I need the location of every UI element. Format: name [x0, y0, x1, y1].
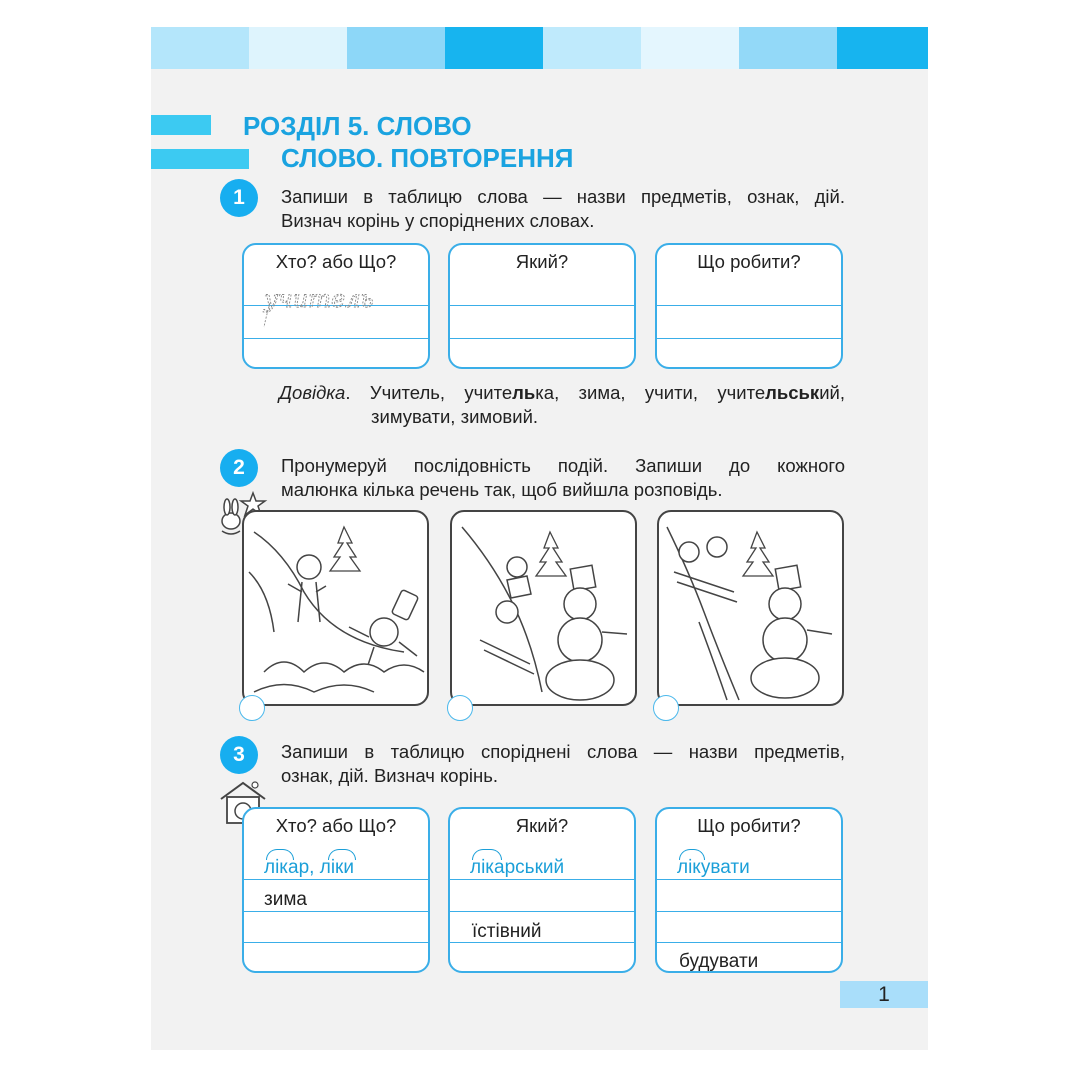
order-input-1[interactable]: [239, 695, 265, 721]
handwritten-example: [262, 283, 412, 334]
table-header: Хто? або Що?: [275, 815, 397, 836]
task-1-table-verbs: [655, 243, 843, 369]
task-3-table-verbs: [655, 807, 843, 973]
task-1-table-nouns: [242, 243, 430, 369]
story-picture-3: [657, 510, 844, 706]
task-3-line-2: ознак, дій. Визнач корінь.: [281, 765, 498, 786]
subtitle-bar-decoration: [151, 149, 249, 169]
reference-line-2: зимувати, зимовий.: [371, 406, 539, 427]
given-word: будувати: [679, 951, 759, 972]
order-input-2[interactable]: [447, 695, 473, 721]
task-3-text: [281, 740, 845, 788]
task-1-text: [281, 185, 845, 233]
reference-note: Довідка. Учитель, учителька, зима, учити, учительський, зимувати, зимовий.: [279, 382, 845, 427]
task-1-number: 1: [220, 179, 258, 217]
reference-label: Довідка: [279, 382, 346, 403]
table-header: Який?: [515, 815, 569, 836]
task-3-line-1: Запиши в таблицю споріднені слова — назви предметів,: [281, 741, 845, 762]
task-3-table-adjectives: [448, 807, 636, 973]
story-picture-1: [242, 510, 429, 706]
textbook-page: [151, 27, 928, 1050]
table-header: Що робити?: [697, 815, 801, 836]
example-word: лікарський: [470, 857, 565, 878]
task-2-line-1: Пронумеруй послідовність подій. Запиши до кожного: [281, 455, 845, 476]
task-2-line-2: малюнка кілька речень так, щоб вийшла розповідь.: [281, 479, 723, 500]
title-bar-decoration: [151, 115, 211, 135]
story-picture-2: [450, 510, 637, 706]
given-word: зима: [264, 889, 307, 910]
task-2-number: 2: [220, 449, 258, 487]
section-subtitle: СЛОВО. ПОВТОРЕННЯ: [281, 143, 574, 173]
task-3-table-nouns: [242, 807, 430, 973]
task-1-table-adjectives: [448, 243, 636, 369]
example-word: лікувати: [677, 857, 750, 878]
task-1-line-2: Визнач корінь у споріднених словах.: [281, 210, 595, 231]
table-header: Який?: [515, 251, 569, 272]
table-header: Хто? або Що?: [275, 251, 397, 272]
page-number: 1: [840, 981, 928, 1008]
table-header: Що робити?: [697, 251, 801, 272]
task-3-number: 3: [220, 736, 258, 774]
task-2-text: [281, 454, 845, 502]
handwritten-word: учитель: [264, 285, 374, 313]
section-title: РОЗДІЛ 5. СЛОВО: [243, 111, 472, 141]
given-word: їстівний: [472, 921, 542, 942]
example-words: лікар, ліки: [264, 857, 354, 878]
task-1-line-1: Запиши в таблицю слова — назви предметів, ознак, дій.: [281, 186, 845, 207]
order-input-3[interactable]: [653, 695, 679, 721]
